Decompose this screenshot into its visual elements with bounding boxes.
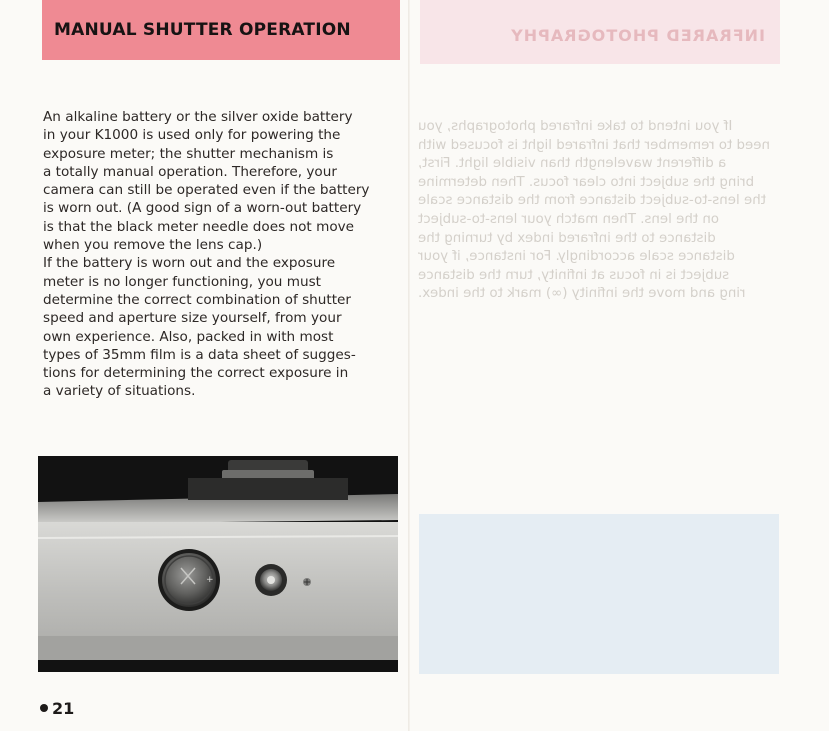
camera-illustration [38,456,398,672]
show-through-text [418,118,780,304]
text-line: is that the black meter needle does not move [43,218,355,235]
show-through-line: distance to the infrared index by turning the [418,230,716,246]
show-through-line: need to remember that infrared light is focused with [418,137,771,153]
camera-bottom-band [38,636,398,662]
photo-bottom-shadow [38,660,398,672]
text-line: tions for determining the correct exposure in [43,365,349,382]
page-number-text: 21 [52,699,75,718]
page-number [40,699,74,718]
text-line: types of 35mm film is a data sheet of sugges- [43,346,356,363]
bullet-icon [40,704,48,712]
camera-bottom-photo [38,456,398,672]
title-banner [42,0,400,60]
text-line: camera can still be operated even if the battery [43,182,370,199]
show-through-line: a different wavelength than visible light. First, [418,156,727,172]
text-line: An alkaline battery or the silver oxide battery [43,109,353,125]
camera-top-housing [188,478,348,500]
show-through-line: ring and move the infinity (∞) mark to the index. [418,286,746,302]
show-through-line: on the lens. Then match your lens-to-subject [418,211,720,227]
cover-plus-sign: + [206,575,214,585]
shutter-button-center [267,576,275,584]
text-line: own experience. Also, packed in with most [43,328,334,345]
show-through-line: If you intend to take infrared photographs, you [418,119,733,134]
show-through-photo [419,514,779,674]
text-line: is worn out. (A good sign of a worn-out battery [43,200,362,217]
page-spine [408,0,410,731]
show-through-line: bring the subject into clear focus. Then determine [418,174,755,190]
text-line: in your K1000 is used only for powering the [43,127,341,144]
text-line: meter is no longer functioning, you must [43,273,322,290]
text-line: a totally manual operation. Therefore, your [43,163,337,180]
text-line: exposure meter; the shutter mechanism is [43,145,334,162]
body-paragraph [43,108,388,401]
text-line: a variety of situations. [43,383,196,400]
page-title: MANUAL SHUTTER OPERATION [54,20,351,40]
text-line: determine the correct combination of shutter [43,291,351,308]
show-through-title: INFRARED PHOTOGRAPHY [510,26,765,45]
text-line: speed and aperture size yourself, from your [43,310,342,327]
text-line: If the battery is worn out and the exposure [43,255,336,272]
show-through-line: subject is in focus at infinity, turn the distance [418,267,730,283]
text-line: when you remove the lens cap.) [43,237,263,254]
show-through-line: the lens-to-subject distance from the distance scale [418,193,766,209]
show-through-line: distance scale accordingly. For instance, if your [418,249,735,265]
